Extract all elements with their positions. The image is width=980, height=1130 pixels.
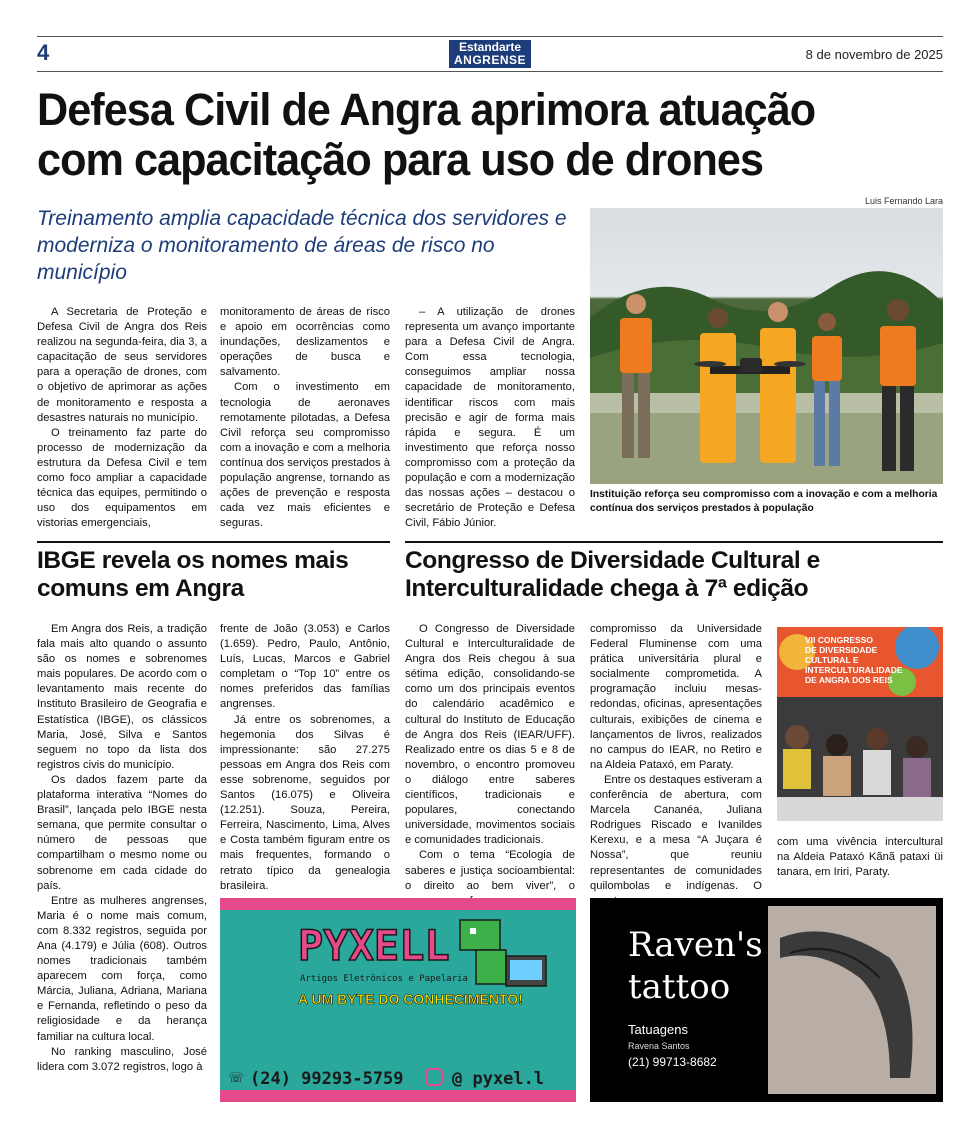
newspaper-logo xyxy=(449,40,531,68)
photo-illustration xyxy=(590,208,943,484)
ibge-title-line1: IBGE revela os nomes mais xyxy=(37,547,349,574)
raven-service: Tatuagens xyxy=(628,1022,688,1037)
ibge-title-line2: comuns em Angra xyxy=(37,575,244,602)
main-article-col3 xyxy=(405,305,575,531)
paragraph: Com o investimento em tecnologia de aeronaves remotamente pilotadas, a Defesa Civil reforça seu compromisso com a inovação e com a melhoria contínua dos serviços prestados à população angrense, tornando as ações de prevenção e resposta cada vez mais eficientes e seguras. xyxy=(220,381,390,530)
photo-caption: Instituição reforça seu compromisso com a inovação e com a melhoria contínua dos serviços prestados à população xyxy=(590,489,938,514)
banner-line1: VII CONGRESSO xyxy=(805,635,874,645)
page-number: 4 xyxy=(37,40,50,65)
paragraph: – A utilização de drones representa um avanço importante para a Defesa Civil de Angra. Com essa tecnologia, conseguimos ampliar nossa capacidade de monitoramento, identificar riscos com mais precisão e agir de forma mais rápida e segura. É um investimento que reforça nosso compromisso com a proteção da população e com a modernização das nossas ações – destacou o secretário de Proteção e Defesa Civil, Fábio Júnior. xyxy=(405,306,575,530)
paragraph: Com o tema “Ecologia de saberes e justiça socioambiental: o direito ao bem viver”, o xyxy=(405,849,575,892)
banner-line5: DE ANGRA DOS REIS xyxy=(805,675,893,685)
paragraph: Os dados fazem parte da plataforma interativa “Nomes do Brasil”, lançada pelo IBGE nesta semana, que permite consultar o número de pessoas que compartilham o mesmo nome ou sobrenome em cada cidade do país. xyxy=(37,773,207,892)
pyxell-ad-graphic xyxy=(220,898,576,1102)
congresso-title-line2: Interculturalidade chega à 7ª edição xyxy=(405,575,809,602)
event-photo-illustration xyxy=(777,627,943,821)
raven-brand-line1: Raven's xyxy=(628,925,763,965)
headline-line2: com capacitação para uso de drones xyxy=(37,134,764,185)
logo-line1: Estandarte xyxy=(458,40,522,54)
headline-line1: Defesa Civil de Angra aprimora atuação xyxy=(37,84,816,135)
congresso-event-photo xyxy=(777,627,943,821)
main-article-col1 xyxy=(37,305,207,531)
photo-credit: Luis Fernando Lara xyxy=(864,196,943,206)
paragraph: Entre os destaques estiveram a conferência de abertura, com Marcela Cananéa, Juliana Rodrigues Riscado e Ivanildes Kerexu, e a mesa “A Juçara é Nossa”, que reuniu representantes de comunidades quilombolas e indígenas. O xyxy=(590,773,762,892)
pyxell-instagram: @ pyxel.l xyxy=(452,1069,545,1089)
main-article-col2 xyxy=(220,305,390,531)
paragraph: O Congresso de Diversidade Cultural e Interculturalidade de Angra dos Reis chegou à sua sétima edição, consolidando-se como um dos principais eventos do calendário acadêmico e cultural do Instituto de Educação de Angra dos Reis (IEAR/UFF). Realizado entre os dias 5 e 8 de novembro, o encontro promoveu o diálogo entre saberes científicos, tradicionais e populares, conectando universidade, movimentos sociais e comunidades tradicionais. xyxy=(405,623,575,847)
whatsapp-icon: ☏ xyxy=(228,1070,245,1085)
pyxell-advertisement[interactable] xyxy=(220,898,576,1102)
issue-date: 8 de novembro de 2025 xyxy=(805,47,943,62)
ibge-title xyxy=(37,547,390,603)
banner-line2: DE DIVERSIDADE xyxy=(805,645,878,655)
pyxell-tagline: Artigos Eletrônicos e Papelaria xyxy=(300,974,468,984)
article-subtitle: Treinamento amplia capacidade técnica dos servidores e moderniza o monitoramento de áreas de risco no município xyxy=(37,207,567,284)
raven-brand-line2: tattoo xyxy=(628,967,731,1007)
pyxell-brand: PYXELL xyxy=(298,921,450,970)
raven-ad-graphic xyxy=(590,898,943,1102)
banner-line4: INTERCULTURALIDADE xyxy=(805,665,903,675)
logo-line2: ANGRENSE xyxy=(453,53,526,67)
ibge-article-col1 xyxy=(37,622,207,1075)
banner-line3: CULTURAL E xyxy=(805,655,859,665)
paragraph: A Secretaria de Proteção e Defesa Civil de Angra dos Reis realizou na segunda-feira, dia 3, a capacitação de seus servidores para a operação de drones, com o objetivo de aprimorar as ações de monitoramento e resposta a desastres naturais no município. xyxy=(37,306,207,424)
pyxell-slogan: A UM BYTE DO CONHECIMENTO! xyxy=(298,991,523,1007)
page-header xyxy=(37,36,943,72)
section-divider-congresso xyxy=(405,541,943,543)
paragraph: monitoramento de áreas de risco e apoio em ocorrências como inundações, deslizamentos e operações de busca e salvamento. xyxy=(220,306,390,379)
congresso-title-line1: Congresso de Diversidade Cultural e xyxy=(405,547,820,574)
raven-phone: (21) 99713-8682 xyxy=(628,1055,717,1069)
drone-training-photo xyxy=(590,208,943,484)
paragraph: No ranking masculino, José lidera com 3.072 registros, logo à xyxy=(37,1045,207,1073)
paragraph: compromisso da Universidade Federal Fluminense com uma prática universitária plural e socialmente comprometida. A programação incluiu mesas-redondas, oficinas, apresentações culturais, exibições de cinema e lançamentos de livros, realizados no campus do IEAR, no Retiro e na Aldeia Pataxó, em Paraty. xyxy=(590,623,762,771)
paragraph: com uma vivência intercultural na Aldeia Pataxó Kãnã pataxi üi tanara, em Iriri, Paraty. xyxy=(777,836,943,879)
raven-tattoo-advertisement[interactable] xyxy=(590,898,943,1102)
raven-owner: Ravena Santos xyxy=(628,1041,690,1051)
paragraph: Entre as mulheres angrenses, Maria é o nome mais comum, com 8.332 registros, seguida por Ana (4.179) e Júlia (608). Outros nomes tradicionais também aparecem com força, como Márcia, Juliana, Adriana, Mariana e Fernanda, refletindo o peso da religiosidade e da herança familiar na cultura local. xyxy=(37,894,207,1043)
congresso-article-col2 xyxy=(590,622,762,909)
congresso-article-col1 xyxy=(405,622,575,909)
main-headline xyxy=(37,85,943,185)
paragraph: Em Angra dos Reis, a tradição fala mais alto quando o assunto são os nomes e sobrenomes mais populares. De acordo com o levantamento mais recente do Instituto Brasileiro de Geografia e Estatística (IBGE), os clássicos Maria, José, Silva e Santos seguem no topo da lista dos registros civis do município. xyxy=(37,623,207,771)
pyxell-phone: (24) 99293-5759 xyxy=(250,1069,404,1089)
ibge-article-col2 xyxy=(220,622,390,894)
paragraph: O treinamento faz parte do processo de modernização da estrutura da Defesa Civil e tem como foco ampliar a capacidade técnica das equipes, permitindo o uso dos equipamentos em vistorias emergenciais, xyxy=(37,426,207,530)
paragraph: frente de João (3.053) e Carlos (1.659). Pedro, Paulo, Antônio, Luís, Lucas, Marcos e Gabriel completam o “Top 10” entre os nomes preferidos das famílias angrenses. xyxy=(220,623,390,711)
congresso-article-col3 xyxy=(777,835,943,880)
paragraph: Já entre os sobrenomes, a hegemonia dos Silvas é impressionante: são 27.275 pessoas em Angra dos Reis com esse sobrenome, seguidos por Santos (16.075) e Oliveira (12.251). Souza, Pereira, Ferreira, Nascimento, Lima, Alves e Costa também figuram entre os mais frequentes, formando o retrato típico da genealogia brasileira. xyxy=(220,713,390,892)
congresso-title xyxy=(405,547,943,603)
section-divider-ibge xyxy=(37,541,390,543)
